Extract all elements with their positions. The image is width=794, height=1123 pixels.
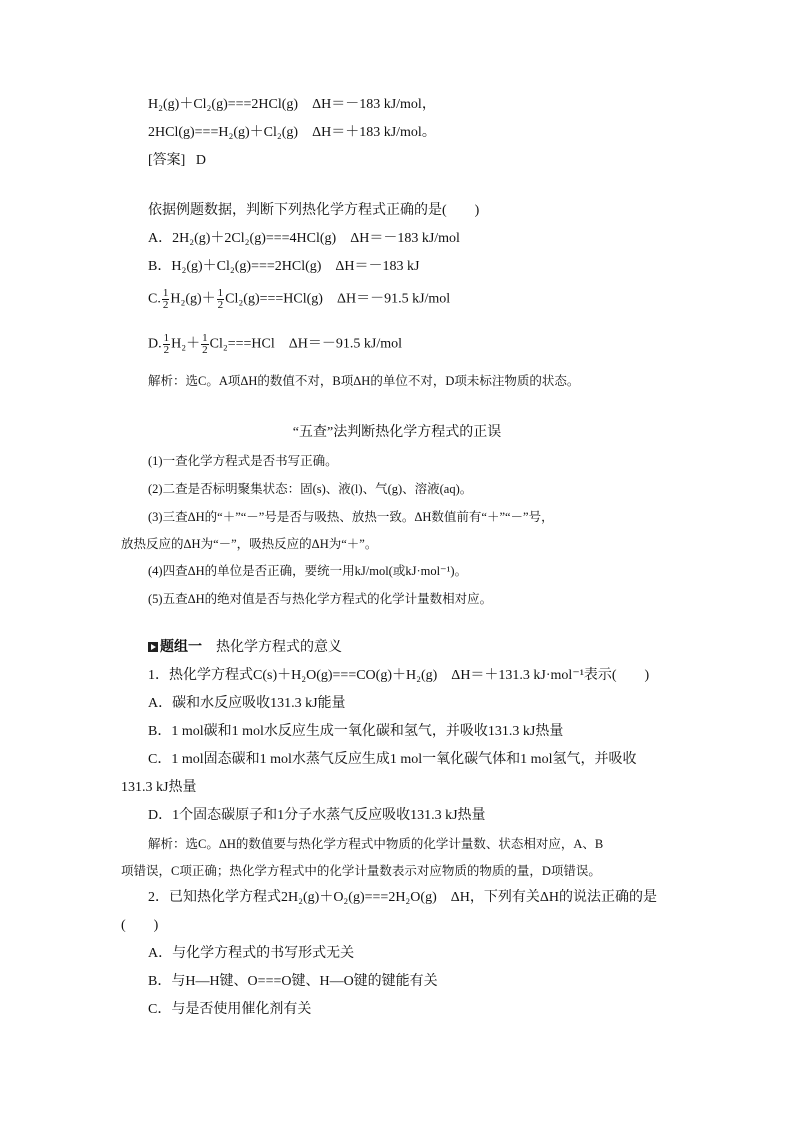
q1-option-c: C．1 mol固态碳和1 mol水蒸气反应生成1 mol一氧化碳气体和1 mol氢气，并吸收 <box>148 752 637 767</box>
fraction-half: $\frac{1}{2}$ <box>163 332 170 356</box>
practice-option-a: A．2H₂(g)＋2Cl₂(g)===4HCl(g) ΔH＝－183 kJ/mol <box>148 231 460 246</box>
method-title: “五查”法判断热化学方程式的正误 <box>292 425 502 440</box>
option-d-mid: H₂＋ <box>171 336 201 352</box>
method-item-3b: 放热反应的ΔH为“－”，吸热反应的ΔH为“＋”。 <box>121 537 378 551</box>
method-item-4: (4)四查ΔH的单位是否正确，要统一用kJ/mol(或kJ·mol⁻¹)。 <box>148 564 468 578</box>
q2-option-b: B．与H—H键、O===O键、H—O键的键能有关 <box>148 974 438 989</box>
q1-option-d: D．1个固态碳原子和1分子水蒸气反应吸收131.3 kJ热量 <box>148 808 486 823</box>
q1-analysis: 解析：选C。ΔH的数值要与热化学方程式中物质的化学计量数、状态相对应，A、B <box>148 837 604 851</box>
practice-option-c <box>148 288 450 311</box>
group-label: 题组一 <box>160 640 202 655</box>
practice-question: 依据例题数据，判断下列热化学方程式正确的是( ) <box>148 203 480 218</box>
example-equation-1: H₂(g)＋Cl₂(g)===2HCl(g) ΔH＝－183 kJ/mol， <box>148 97 436 112</box>
q1-stem: 1．热化学方程式C(s)＋H₂O(g)===CO(g)＋H₂(g) ΔH＝＋131.3 kJ·mol⁻¹表示( ) <box>148 668 650 683</box>
fraction-half: $\frac{1}{2}$ <box>162 287 169 311</box>
practice-option-d <box>148 333 402 356</box>
q2-option-a: A．与化学方程式的书写形式无关 <box>148 946 355 961</box>
option-c-prefix: C. <box>148 291 161 307</box>
group-heading <box>148 639 342 657</box>
play-arrow-icon <box>148 642 158 652</box>
answer-line <box>148 152 206 170</box>
q2-option-c: C．与是否使用催化剂有关 <box>148 1002 312 1017</box>
fraction-half: $\frac{1}{2}$ <box>217 287 224 311</box>
q1-option-c-cont: 131.3 kJ热量 <box>121 780 197 795</box>
practice-option-b: B．H₂(g)＋Cl₂(g)===2HCl(g) ΔH＝－183 kJ <box>148 259 420 274</box>
method-item-5: (5)五查ΔH的绝对值是否与热化学方程式的化学计量数相对应。 <box>148 592 493 606</box>
option-d-prefix: D. <box>148 336 162 352</box>
answer-value: D <box>195 153 206 168</box>
example-equation-2: 2HCl(g)===H₂(g)＋Cl₂(g) ΔH＝＋183 kJ/mol。 <box>148 125 436 140</box>
q1-option-b: B．1 mol碳和1 mol水反应生成一氧化碳和氢气，并吸收131.3 kJ热量 <box>148 724 564 739</box>
practice-analysis: 解析：选C。A项ΔH的数值不对，B项ΔH的单位不对，D项未标注物质的状态。 <box>148 374 580 388</box>
option-d-rest: Cl₂===HCl ΔH＝－91.5 kJ/mol <box>209 336 402 352</box>
q1-analysis-cont: 项错误，C项正确；热化学方程式中的化学计量数表示对应物质的物质的量，D项错误。 <box>121 864 601 878</box>
q1-option-a: A．碳和水反应吸收131.3 kJ能量 <box>148 696 346 711</box>
method-item-3a: (3)三查ΔH的“＋”“－”号是否与吸热、放热一致。ΔH数值前有“＋”“－”号， <box>148 510 554 524</box>
option-c-rest: Cl₂(g)===HCl(g) ΔH＝－91.5 kJ/mol <box>225 291 451 307</box>
fraction-half: $\frac{1}{2}$ <box>202 332 208 356</box>
answer-label: [答案] <box>148 153 186 168</box>
q2-stem-cont: ( ) <box>121 918 159 933</box>
option-c-mid: H₂(g)＋ <box>170 291 216 307</box>
group-title: 热化学方程式的意义 <box>202 640 342 655</box>
method-item-2: (2)二查是否标明聚集状态：固(s)、液(l)、气(g)、溶液(aq)。 <box>148 482 473 496</box>
method-item-1: (1)一查化学方程式是否书写正确。 <box>148 454 338 468</box>
q2-stem: 2．已知热化学方程式2H₂(g)＋O₂(g)===2H₂O(g) ΔH，下列有关ΔH的说法正确的是 <box>148 890 657 905</box>
